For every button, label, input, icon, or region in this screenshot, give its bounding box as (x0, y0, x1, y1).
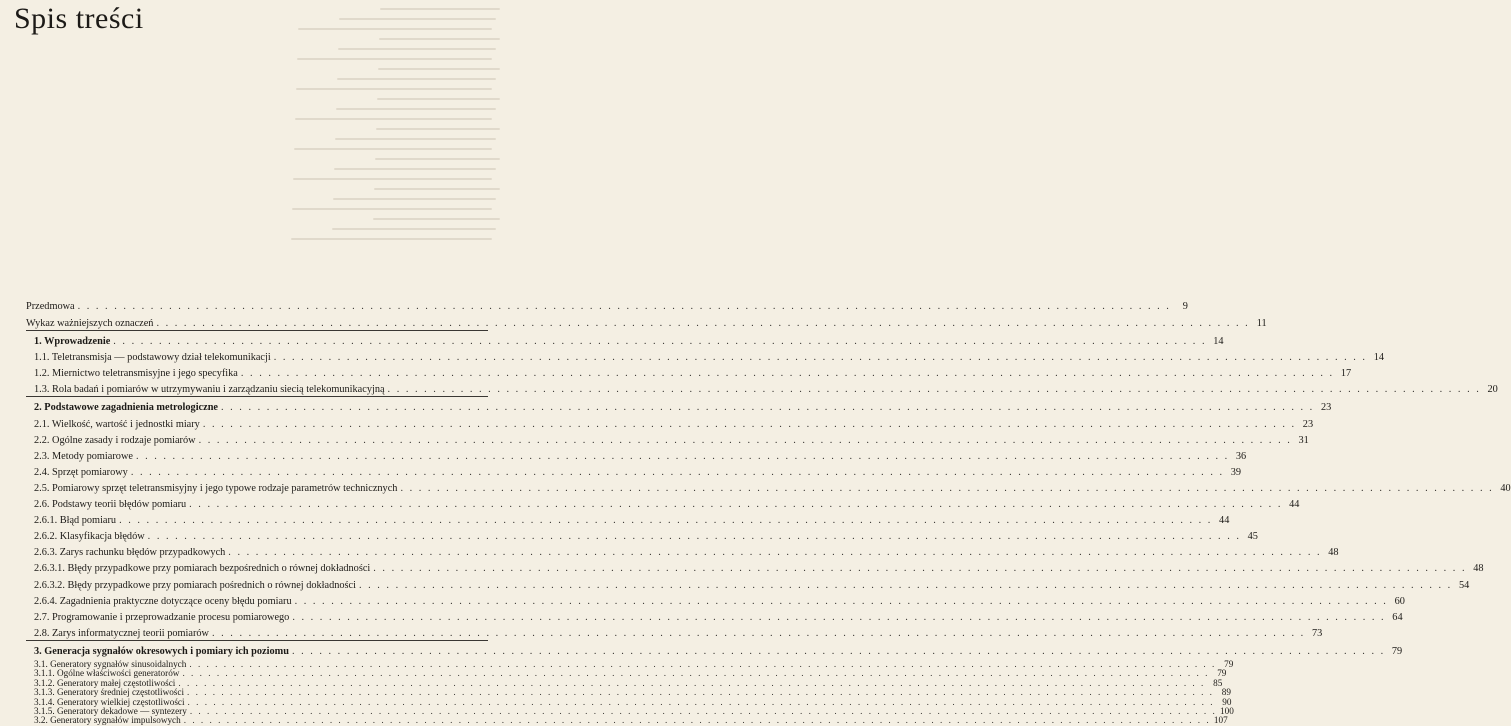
dot-leader: . . . . . . . . . . . . . . . . . . . . . . . . . . . . . . . . . . . . . . . . . . . . . . . . . . . . . . . . . . . . . . . . . . . . . . . . . . . . . . . . . . . . . . . . . . . . . . . . . . . . . . . . . . . . . . . . . . . . . . . . (291, 646, 1386, 657)
bleed-through-line (332, 228, 496, 230)
toc-entry (34, 483, 1511, 494)
toc-entry (34, 715, 1228, 726)
dot-leader: . . . . . . . . . . . . . . . . . . . . . . . . . . . . . . . . . . . . . . . . . . . . . . . . . . . . . . . . . . . . . . . . . . . . . . . . . . . . . . . . . . . . . . . . . . . . . . . . . . . . . . . . . . . . . . . . . . . . . . . . (182, 668, 1210, 679)
toc-page-number: 107 (1213, 715, 1228, 726)
dot-leader: . . . . . . . . . . . . . . . . . . . . . . . . . . . . . . . . . . . . . . . . . . . . . . . . . . . . . . . . . . . . . . . . . . . . . . . . . . . . . . . . . . . . . . . . . . . . . . . . . . . . . . . . . . . . . . . . . . . . . . . . (273, 352, 1367, 363)
dot-leader: . . . . . . . . . . . . . . . . . . . . . . . . . . . . . . . . . . . . . . . . . . . . . . . . . . . . . . . . . . . . . . . . . . . . . . . . . . . . . . . . . . . . . . . . . . . . . . . . . . . . . . . . . . . . . . . . . . . . . . . . (240, 368, 1335, 379)
dot-leader: . . . . . . . . . . . . . . . . . . . . . . . . . . . . . . . . . . . . . . . . . . . . . . . . . . . . . . . . . . . . . . . . . . . . . . . . . . . . . . . . . . . . . . . . . . . . . . . . . . . . . . . . . . . . . . . . . . . . . . . . (147, 531, 1241, 542)
toc-page-number: 17 (1340, 368, 1352, 379)
toc-page-number: 31 (1298, 435, 1309, 446)
toc-entry-label: 2.1. Wielkość, wartość i jednostki miary (34, 419, 200, 430)
toc-page-number: 14 (1373, 352, 1384, 363)
toc-entry-label: 2.6.3.1. Błędy przypadkowe przy pomiarach bezpośrednich o równej dokładności (34, 563, 371, 574)
bleed-through-line (297, 58, 492, 60)
toc-entry-label: 2.4. Sprzęt pomiarowy (34, 467, 128, 478)
dot-leader: . . . . . . . . . . . . . . . . . . . . . . . . . . . . . . . . . . . . . . . . . . . . . . . . . . . . . . . . . . . . . . . . . . . . . . . . . . . . . . . . . . . . . . . . . . . . . . . . . . . . . . . . . . . . . . . . . . . . . . . . (183, 715, 1211, 726)
bleed-through-line (338, 48, 496, 50)
bleed-through-line (379, 38, 500, 40)
toc-entry (34, 352, 1384, 363)
toc-entry-label: 2.3. Metody pomiarowe (34, 451, 133, 462)
toc-page-number: 64 (1392, 612, 1403, 623)
toc-entry-label: 2.6.1. Błąd pomiaru (34, 515, 117, 526)
toc-entry-label: 3. Generacja sygnałów okresowych i pomiary ich poziomu (34, 646, 289, 657)
toc-entry (34, 612, 1403, 623)
toc-page-number: 54 (1458, 580, 1470, 591)
toc-page-number: 9 (1182, 301, 1188, 312)
toc-entry-label: 1. Wprowadzenie (34, 336, 111, 347)
toc-entry (34, 563, 1484, 574)
bleed-through-line (291, 238, 492, 240)
dot-leader: . . . . . . . . . . . . . . . . . . . . . . . . . . . . . . . . . . . . . . . . . . . . . . . . . . . . . . . . . . . . . . . . . . . . . . . . . . . . . . . . . . . . . . . . . . . . . . . . . . . . . . . . . . . . . . . . . . . . . . . . (178, 677, 1206, 688)
bleed-through-line (376, 128, 500, 130)
dot-leader: . . . . . . . . . . . . . . . . . . . . . . . . . . . . . . . . . . . . . . . . . . . . . . . . . . . . . . . . . . . . . . . . . . . . . . . . . . . . . . . . . . . . . . . . . . . . . . . . . . . . . . . . . . . . . . . . . . . . . . . . (387, 384, 1481, 395)
toc-entry-label: 2.2. Ogólne zasady i rodzaje pomiarów (34, 435, 196, 446)
toc-page-number: 44 (1219, 515, 1230, 526)
toc-page-number: 40 (1500, 483, 1511, 494)
dot-leader: . . . . . . . . . . . . . . . . . . . . . . . . . . . . . . . . . . . . . . . . . . . . . . . . . . . . . . . . . . . . . . . . . . . . . . . . . . . . . . . . . . . . . . . . . . . . . . . . . . . . . . . . . . . . . . . . . . . . . . . . (292, 612, 1386, 623)
bleed-through-line (295, 118, 492, 120)
toc-page-number: 79 (1224, 659, 1234, 669)
toc-page-number: 60 (1394, 596, 1405, 607)
toc-entry-label: 3.1.4. Generatory wielkiej częstotliwości (34, 696, 185, 707)
toc-page-number: 85 (1213, 677, 1223, 688)
toc-entry-label: 3.1. Generatory sygnałów sinusoidalnych (34, 659, 187, 669)
dot-leader: . . . . . . . . . . . . . . . . . . . . . . . . . . . . . . . . . . . . . . . . . . . . . . . . . . . . . . . . . . . . . . . . . . . . . . . . . . . . . . . . . . . . . . . . . . . . . . . . . . . . . . . . . . . . . . . . . . . . . . . . (202, 419, 1297, 430)
bleed-through-line (335, 138, 496, 140)
toc-page-number: 14 (1213, 336, 1224, 347)
toc-chapter (34, 646, 1403, 657)
bleed-through-text (255, 0, 500, 250)
toc-page-number: 48 (1473, 563, 1484, 574)
dot-leader: . . . . . . . . . . . . . . . . . . . . . . . . . . . . . . . . . . . . . . . . . . . . . . . . . . . . . . . . . . . . . . . . . . . . . . . . . . . . . . . . . . . . . . . . . . . . . . . . . . . . . . . . . . . . . . . . . . . . . . . . (294, 596, 1388, 607)
bleed-through-line (380, 8, 500, 10)
dot-leader: . . . . . . . . . . . . . . . . . . . . . . . . . . . . . . . . . . . . . . . . . . . . . . . . . . . . . . . . . . . . . . . . . . . . . . . . . . . . . . . . . . . . . . . . . . . . . . . . . . . . . . . . . . . . . . . . . . . . . . . . (198, 435, 1292, 446)
bleed-through-line (294, 148, 492, 150)
bleed-through-line (293, 178, 492, 180)
dot-leader: . . . . . . . . . . . . . . . . . . . . . . . . . . . . . . . . . . . . . . . . . . . . . . . . . . . . . . . . . . . . . . . . . . . . . . . . . . . . . . . . . . . . . . . . . . . . . . . . . . . . . . . . . . . . . . . . . . . . . . . . (187, 696, 1215, 707)
toc-entry-label: 2.6.2. Klasyfikacja błędów (34, 531, 145, 542)
toc-entry-label: 3.2. Generatory sygnałów impulsowych (34, 715, 181, 726)
toc-entry (34, 628, 1323, 639)
toc-entry-label: 2.6. Podstawy teorii błędów pomiaru (34, 499, 187, 510)
toc-entry-label: Przedmowa (26, 301, 75, 312)
toc-page-number: 79 (1217, 668, 1227, 679)
toc-page-number: 89 (1221, 687, 1231, 698)
toc-page-number: 23 (1302, 419, 1314, 430)
bleed-through-line (333, 198, 496, 200)
bleed-through-line (374, 188, 500, 190)
dot-leader: . . . . . . . . . . . . . . . . . . . . . . . . . . . . . . . . . . . . . . . . . . . . . . . . . . . . . . . . . . . . . . . . . . . . . . . . . . . . . . . . . . . . . . . . . . . . . . . . . . . . . . . . . . . . . . . . . . . . . . . . (156, 318, 1250, 329)
toc-page-number: 73 (1311, 628, 1323, 639)
dot-leader: . . . . . . . . . . . . . . . . . . . . . . . . . . . . . . . . . . . . . . . . . . . . . . . . . . . . . . . . . . . . . . . . . . . . . . . . . . . . . . . . . . . . . . . . . . . . . . . . . . . . . . . . . . . . . . . . . . . . . . . . (189, 659, 1217, 669)
toc-entry-label: Wykaz ważniejszych oznaczeń (26, 318, 154, 329)
dot-leader: . . . . . . . . . . . . . . . . . . . . . . . . . . . . . . . . . . . . . . . . . . . . . . . . . . . . . . . . . . . . . . . . . . . . . . . . . . . . . . . . . . . . . . . . . . . . . . . . . . . . . . . . . . . . . . . . . . . . . . . . (373, 563, 1467, 574)
toc-entry (34, 435, 1309, 446)
toc-entry-label: 2.8. Zarys informatycznej teorii pomiarów (34, 628, 209, 639)
dot-leader: . . . . . . . . . . . . . . . . . . . . . . . . . . . . . . . . . . . . . . . . . . . . . . . . . . . . . . . . . . . . . . . . . . . . . . . . . . . . . . . . . . . . . . . . . . . . . . . . . . . . . . . . . . . . . . . . . . . . . . . . (113, 336, 1207, 347)
dot-leader: . . . . . . . . . . . . . . . . . . . . . . . . . . . . . . . . . . . . . . . . . . . . . . . . . . . . . . . . . . . . . . . . . . . . . . . . . . . . . . . . . . . . . . . . . . . . . . . . . . . . . . . . . . . . . . . . . . . . . . . . (221, 402, 1315, 413)
toc-page-number: 39 (1230, 467, 1242, 478)
bleed-through-line (336, 108, 496, 110)
toc-entry (34, 580, 1470, 591)
toc-entry-label: 2.5. Pomiarowy sprzęt teletransmisyjny i jego typowe rodzaje parametrów technicznych (34, 483, 398, 494)
toc-entry-label: 1.2. Miernictwo teletransmisyjne i jego specyfika (34, 368, 238, 379)
chapter-separator (26, 640, 488, 641)
toc-page-number: 48 (1328, 547, 1339, 558)
toc-page-number: 90 (1222, 696, 1232, 707)
dot-leader: . . . . . . . . . . . . . . . . . . . . . . . . . . . . . . . . . . . . . . . . . . . . . . . . . . . . . . . . . . . . . . . . . . . . . . . . . . . . . . . . . . . . . . . . . . . . . . . . . . . . . . . . . . . . . . . . . . . . . . . . (119, 515, 1213, 526)
toc-entry (34, 687, 1231, 698)
toc-page-number: 20 (1487, 384, 1498, 395)
toc-entry-label: 1.1. Teletransmisja — podstawowy dział telekomunikacji (34, 352, 271, 363)
toc-entry (34, 596, 1405, 607)
bleed-through-line (292, 208, 492, 210)
toc-entry-label: 2.6.3.2. Błędy przypadkowe przy pomiarach pośrednich o równej dokładności (34, 580, 356, 591)
toc-entry-label: 3.1.3. Generatory średniej częstotliwości (34, 687, 185, 698)
toc-page-number: 79 (1391, 646, 1403, 657)
chapter-separator (26, 330, 488, 331)
toc-entry (34, 384, 1498, 395)
toc-entry (34, 451, 1247, 462)
toc-entry (34, 368, 1352, 379)
toc-page-number: 45 (1247, 531, 1258, 542)
toc-page-number: 36 (1235, 451, 1247, 462)
toc-page-number: 11 (1256, 318, 1267, 329)
toc-entry-label: 2. Podstawowe zagadnienia metrologiczne (34, 402, 218, 413)
toc-entry (34, 499, 1300, 510)
bleed-through-line (296, 88, 492, 90)
toc-entry (34, 531, 1258, 542)
dot-leader: . . . . . . . . . . . . . . . . . . . . . . . . . . . . . . . . . . . . . . . . . . . . . . . . . . . . . . . . . . . . . . . . . . . . . . . . . . . . . . . . . . . . . . . . . . . . . . . . . . . . . . . . . . . . . . . . . . . . . . . . (400, 483, 1494, 494)
toc-entry (34, 419, 1314, 430)
dot-leader: . . . . . . . . . . . . . . . . . . . . . . . . . . . . . . . . . . . . . . . . . . . . . . . . . . . . . . . . . . . . . . . . . . . . . . . . . . . . . . . . . . . . . . . . . . . . . . . . . . . . . . . . . . . . . . . . . . . . . . . . (135, 451, 1230, 462)
dot-leader: . . . . . . . . . . . . . . . . . . . . . . . . . . . . . . . . . . . . . . . . . . . . . . . . . . . . . . . . . . . . . . . . . . . . . . . . . . . . . . . . . . . . . . . . . . . . . . . . . . . . . . . . . . . . . . . . . . . . . . . . (212, 628, 1306, 639)
page-title: Spis treści (14, 2, 144, 35)
toc-page-number: 100 (1220, 706, 1234, 716)
bleed-through-line (334, 168, 496, 170)
chapter-separator (26, 396, 488, 397)
bleed-through-line (378, 68, 500, 70)
dot-leader: . . . . . . . . . . . . . . . . . . . . . . . . . . . . . . . . . . . . . . . . . . . . . . . . . . . . . . . . . . . . . . . . . . . . . . . . . . . . . . . . . . . . . . . . . . . . . . . . . . . . . . . . . . . . . . . . . . . . . . . . (130, 467, 1225, 478)
dot-leader: . . . . . . . . . . . . . . . . . . . . . . . . . . . . . . . . . . . . . . . . . . . . . . . . . . . . . . . . . . . . . . . . . . . . . . . . . . . . . . . . . . . . . . . . . . . . . . . . . . . . . . . . . . . . . . . . . . . . . . . . (189, 499, 1283, 510)
toc-entry-label: 2.6.4. Zagadnienia praktyczne dotyczące oceny błędu pomiaru (34, 596, 292, 607)
toc-entry-label: 3.1.2. Generatory małej częstotliwości (34, 677, 176, 688)
bleed-through-line (298, 28, 492, 30)
bleed-through-line (373, 218, 500, 220)
toc-entry (34, 467, 1242, 478)
dot-leader: . . . . . . . . . . . . . . . . . . . . . . . . . . . . . . . . . . . . . . . . . . . . . . . . . . . . . . . . . . . . . . . . . . . . . . . . . . . . . . . . . . . . . . . . . . . . . . . . . . . . . . . . . . . . . . . . . . . . . . . . (358, 580, 1453, 591)
toc-chapter (34, 336, 1224, 347)
toc-page-number: 44 (1289, 499, 1300, 510)
toc-chapter (34, 402, 1332, 413)
toc-entry-label: 2.7. Programowanie i przeprowadzanie procesu pomiarowego (34, 612, 290, 623)
toc-entry-label: 3.1.1. Ogólne właściwości generatorów (34, 668, 180, 679)
toc-entry (34, 515, 1230, 526)
dot-leader: . . . . . . . . . . . . . . . . . . . . . . . . . . . . . . . . . . . . . . . . . . . . . . . . . . . . . . . . . . . . . . . . . . . . . . . . . . . . . . . . . . . . . . . . . . . . . . . . . . . . . . . . . . . . . . . . . . . . . . . . (189, 706, 1217, 716)
toc-entry (34, 547, 1339, 558)
bleed-through-line (375, 158, 500, 160)
dot-leader: . . . . . . . . . . . . . . . . . . . . . . . . . . . . . . . . . . . . . . . . . . . . . . . . . . . . . . . . . . . . . . . . . . . . . . . . . . . . . . . . . . . . . . . . . . . . . . . . . . . . . . . . . . . . . . . . . . . . . . . . (187, 687, 1214, 698)
toc-entry-label: 1.3. Rola badań i pomiarów w utrzymywaniu i zarządzaniu siecią telekomunikacyjną (34, 384, 385, 395)
toc-page-number: 23 (1320, 402, 1332, 413)
bleed-through-line (377, 98, 500, 100)
bleed-through-line (337, 78, 496, 80)
dot-leader: . . . . . . . . . . . . . . . . . . . . . . . . . . . . . . . . . . . . . . . . . . . . . . . . . . . . . . . . . . . . . . . . . . . . . . . . . . . . . . . . . . . . . . . . . . . . . . . . . . . . . . . . . . . . . . . . . . . . . . . . (228, 547, 1322, 558)
bleed-through-line (339, 18, 496, 20)
toc-entry (26, 318, 1267, 329)
dot-leader: . . . . . . . . . . . . . . . . . . . . . . . . . . . . . . . . . . . . . . . . . . . . . . . . . . . . . . . . . . . . . . . . . . . . . . . . . . . . . . . . . . . . . . . . . . . . . . . . . . . . . . . . . . . . . . . . . . . . . . . . (77, 301, 1171, 312)
toc-entry (26, 301, 1188, 312)
toc-entry-label: 3.1.5. Generatory dekadowe — syntezery (34, 706, 187, 716)
toc-entry-label: 2.6.3. Zarys rachunku błędów przypadkowych (34, 547, 226, 558)
